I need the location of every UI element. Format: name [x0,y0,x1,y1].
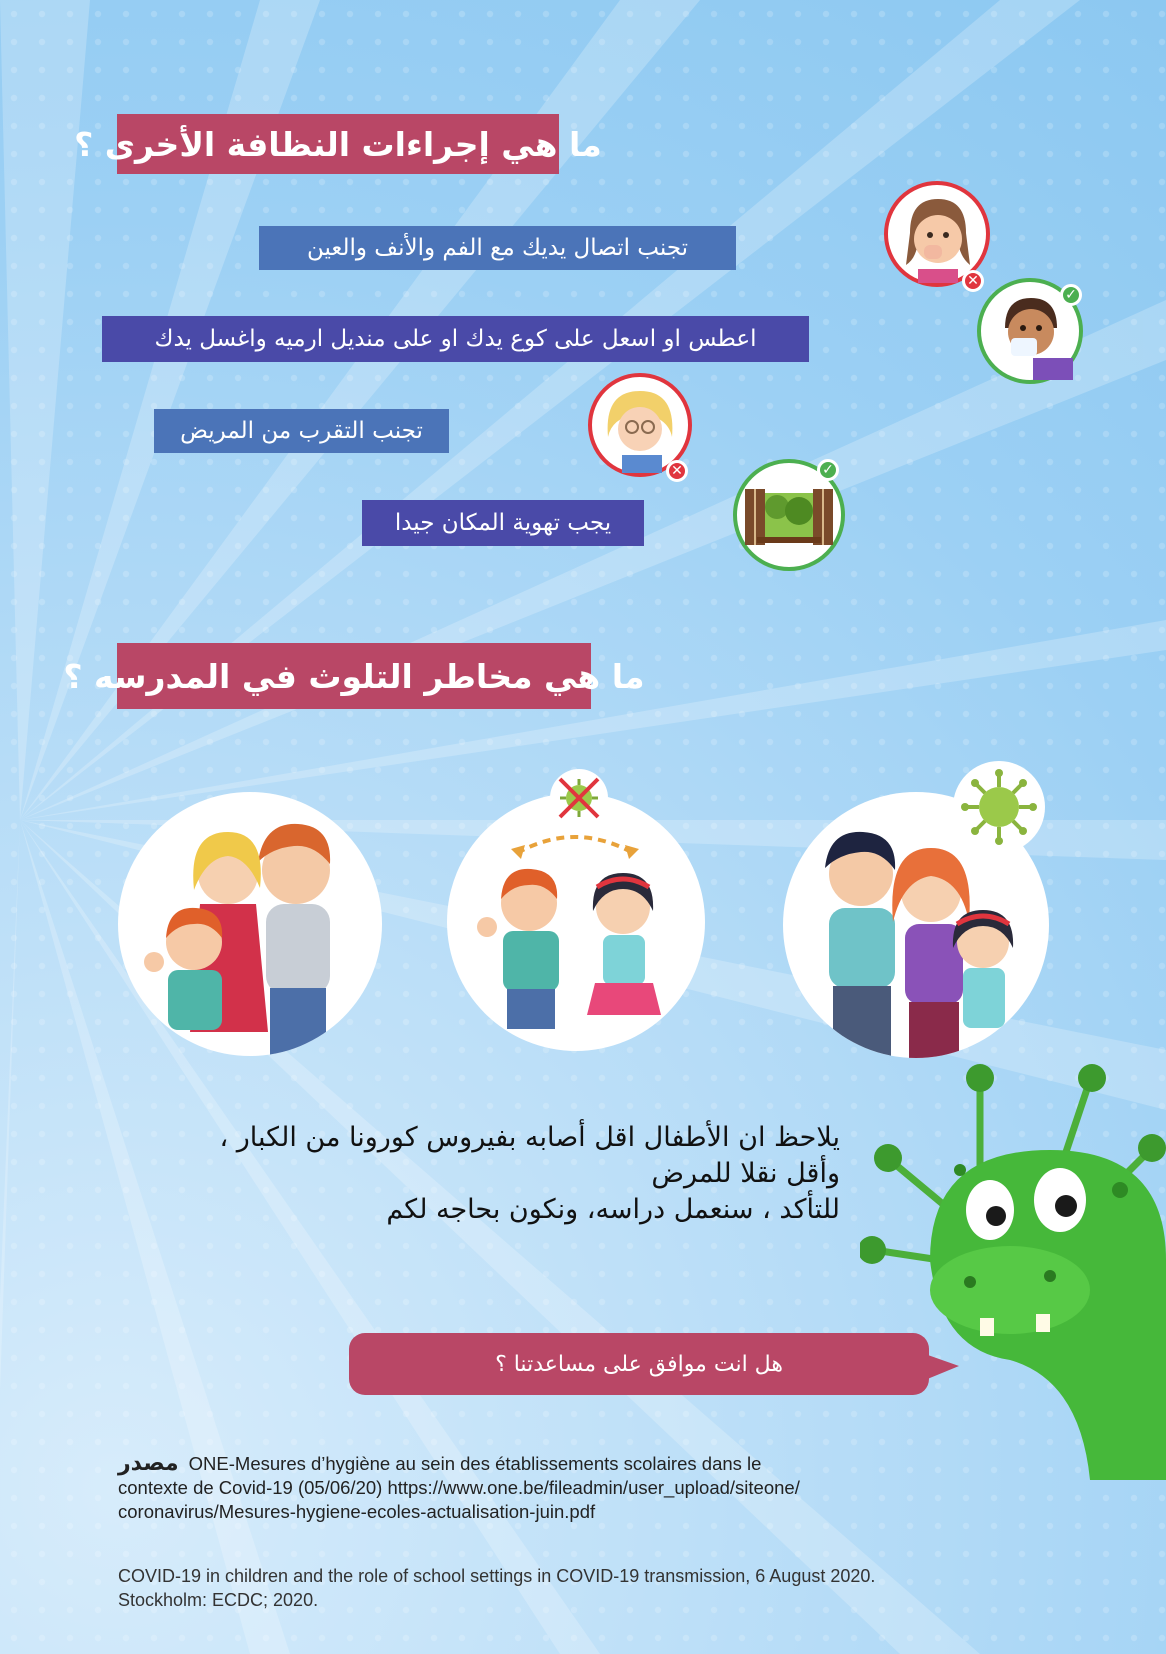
correct-mark-icon: ✓ [817,459,839,481]
item-ventilate-room: يجب تهوية المكان جيدا [362,500,644,546]
item-avoid-sick-person: تجنب التقرب من المريض [154,409,449,453]
source-line: Stockholm: ECDC; 2020. [118,1590,319,1610]
item-sneeze-into-elbow: اعطس او اسعل على كوع يدك او على منديل ارميه واغسل يدك [102,316,809,362]
correct-mark-icon: ✓ [1060,284,1082,306]
speech-bubble-tail [925,1354,959,1380]
incorrect-mark-icon: ✕ [666,460,688,482]
crossed-virus-icon [550,769,608,827]
source-line: coronavirus/Mesures-hygiene-ecoles-actualisation-juin.pdf [118,1501,596,1522]
source-line: ONE-Mesures d’hygiène au sein des établissements scolaires dans le [188,1453,762,1474]
speech-bubble: هل انت موافق على مساعدتنا ؟ [349,1333,929,1395]
section1-title: ما هي إجراءات النظافة الأخرى ؟ [117,114,559,174]
note-paragraph [110,1120,840,1228]
source-citation-2 [118,1564,1048,1612]
note-line: للتأكد ، سنعمل دراسه، ونكون بحاجه لكم [386,1194,840,1225]
source-label: مصدر [118,1451,179,1476]
source-citation-1 [118,1452,1048,1524]
source-line: contexte de Covid-19 (05/06/20) https://www.one.be/fileadmin/user_upload/siteone/ [118,1477,800,1498]
item-avoid-touching-face: تجنب اتصال يديك مع الفم والأنف والعين [259,226,736,270]
note-line: يلاحظ ان الأطفال اقل أصابه بفيروس كورونا من الكبار ، [219,1122,840,1153]
note-line: وأقل نقلا للمرض [651,1158,840,1189]
section2-title: ما هي مخاطر التلوث في المدرسه ؟ [117,643,591,709]
virus-mascot-icon [860,1060,1166,1480]
children-distancing-illustration [447,793,705,1051]
family-with-boy-illustration [118,792,382,1056]
source-line: COVID-19 in children and the role of school settings in COVID-19 transmission, 6 August 2020. [118,1566,876,1586]
incorrect-mark-icon: ✕ [962,270,984,292]
virus-icon [953,761,1045,853]
